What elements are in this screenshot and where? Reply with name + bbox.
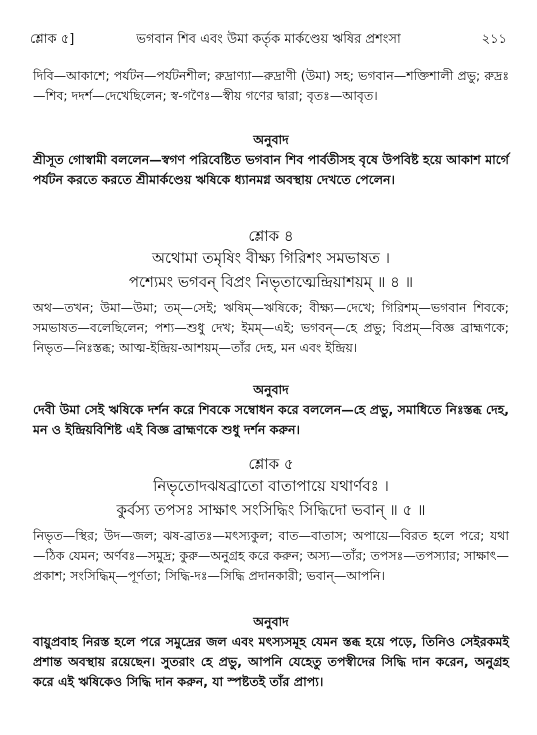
synonyms-top (33, 66, 509, 106)
verse-4-translation (33, 400, 509, 440)
verse-5-heading: শ্লোক ৫ (248, 455, 294, 473)
verse-4-line-1: অথোমা তমৃষিং বীক্ষ্য গিরিশং সমভাষত । (152, 249, 390, 267)
verse-4-text (33, 246, 509, 294)
verse-5-translation-text: বায়ুপ্রবাহ নিরস্ত হলে পরে সমুদ্রের জল এবং মৎস্যসমূহ যেমন স্তব্ধ হয়ে পড়ে, তিনিও সেইরকমই প্রশান্ত অবস্থায় রয়েছেন। সুতরাং হে প্রভু, আপনি যেহেতু তপস্বীদের সিদ্ধি দান করেন, অনুগ্রহ করে এই ঋষিকেও সিদ্ধি দান করুন, যা স্পষ্টতই তাঁর প্রাপ্য। (33, 634, 509, 689)
verse-5-line-2: কুর্বস্য তপসঃ সাক্ষাৎ সংসিদ্ধিং সিদ্ধিদো ভবান্ ॥ ৫ ॥ (116, 501, 426, 519)
verse-5-line-1: নিভৃতোদঝষব্রাতো বাতাপায়ে যথার্ণবঃ । (153, 477, 389, 495)
verse-4-translation-text: দেবী উমা সেই ঋষিকে দর্শন করে শিবকে সম্বোধন করে বললেন—হে প্রভু, সমাধিতে নিঃস্তব্ধ দেহ, মন ও ইন্দ্রিয়বিশিষ্ট এই বিজ্ঞ ব্রাহ্মণকে শুধু দর্শন করুন। (33, 402, 509, 437)
chapter-verse-ref: শ্লোক ৫] (30, 32, 75, 47)
synonyms-top-text: দিবি—আকাশে; পর্যটন—পর্যটনশীল; রুদ্রাণ্যা—রুদ্রাণী (উমা) সহ; ভগবান—শক্তিশালী প্রভু; রুদ্রঃ—শিব; দদর্শ—দেখেছিলেন; স্ব-গণৈঃ—স্বীয় গণের দ্বারা; বৃতঃ—আবৃত। (33, 68, 509, 103)
verse-5-text (33, 474, 509, 522)
verse-4-line-2: পশ্যেমং ভগবন্ বিপ্রং নিভৃতাত্মেন্দ্রিয়াশয়ম্ ॥ ৪ ॥ (128, 273, 414, 291)
verse-4-synonyms (33, 298, 509, 358)
translation-1 (33, 150, 509, 190)
verse-4-synonyms-text: অথ—তখন; উমা—উমা; তম্—সেই; ঋষিম্—ঋষিকে; বীক্ষ্য—দেখে; গিরিশম্—ভগবান শিবকে; সমভাষত—বলেছিলেন; পশ্য—শুধু দেখ; ইমম্—এই; ভগবন্—হে প্রভু; বিপ্রম্—বিজ্ঞ ব্রাহ্মণকে; নিভৃত—নিঃস্তব্ধ; আত্ম-ইন্দ্রিয়-আশয়ম্—তাঁর দেহ, মন এবং ইন্দ্রিয়। (33, 300, 509, 355)
verse-5-synonyms-text: নিভৃত—স্থির; উদ—জল; ঝষ-ব্রাতঃ—মৎস্যকুল; বাত—বাতাস; অপায়ে—বিরত হলে পরে; যথা—ঠিক যেমন; অর্ণবঃ—সমুদ্র; কুরু—অনুগ্রহ করে করুন; অস্য—তাঁর; তপসঃ—তপস্যার; সাক্ষাৎ—প্রকাশ; সংসিদ্ধিম্—পূর্ণতা; সিদ্ধি-দঃ—সিদ্ধি প্রদানকারী; ভবান্—আপনি। (33, 528, 509, 583)
verse-4-heading: শ্লোক ৪ (248, 227, 294, 245)
translation-1-text: শ্রীসূত গোস্বামী বললেন—স্বগণ পরিবেষ্টিত ভগবান শিব পার্বতীসহ বৃষে উপবিষ্ট হয়ে আকাশ মার্গে পর্যটন করতে করতে শ্রীমার্কণ্ডেয় ঋষিকে ধ্যানমগ্ন অবস্থায় দেখতে পেলেন। (33, 152, 509, 187)
page-number: ২১১ (481, 32, 507, 47)
page-header (30, 30, 507, 50)
translation-heading-1: অনুবাদ (253, 132, 289, 147)
running-title: ভগবান শিব এবং উমা কর্তৃক মার্কণ্ডেয় ঋষির প্রশংসা (136, 32, 401, 47)
translation-heading-5: অনুবাদ (253, 614, 289, 629)
verse-5-synonyms (33, 526, 509, 586)
translation-heading-4: অনুবাদ (253, 382, 289, 397)
verse-5-translation (33, 632, 509, 692)
